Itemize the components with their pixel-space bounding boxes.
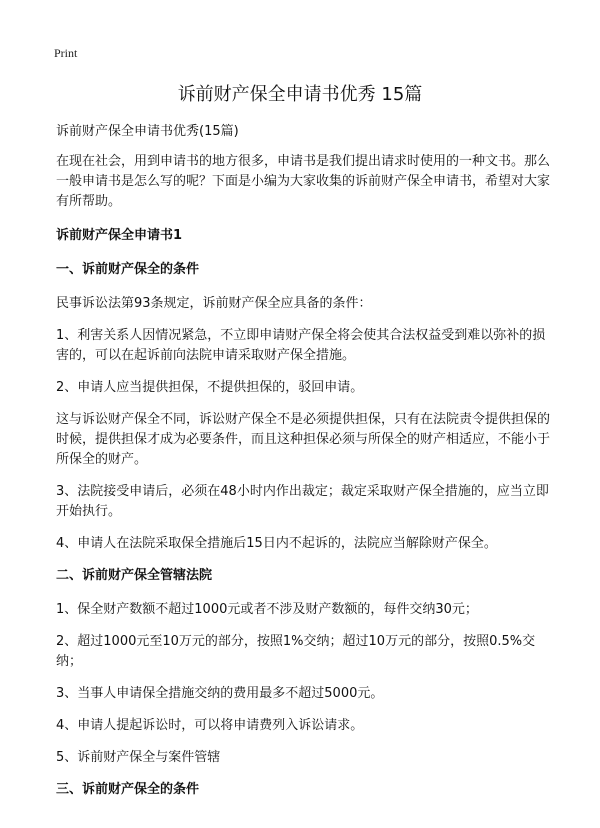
section-title: 诉前财产保全申请书1 xyxy=(56,228,183,243)
paragraph: 民事诉讼法第93条规定，诉前财产保全应具备的条件： xyxy=(56,296,372,311)
document-body xyxy=(56,122,556,814)
paragraph: 4、申请人在法院采取保全措施后15日内不起诉的，法院应当解除财产保全。 xyxy=(56,536,497,551)
page-title: 诉前财产保全申请书优秀 15篇 xyxy=(177,84,423,105)
part1-heading: 一、诉前财产保全的条件 xyxy=(56,262,200,277)
paragraph: 3、法院接受申请后，必须在48小时内作出裁定；裁定采取财产保全措施的，应当立即开始执行。 xyxy=(56,484,549,519)
paragraph: 这与诉讼财产保全不同，诉讼财产保全不是必须提供担保，只有在法院责令提供担保的时候，提供担保才成为必要条件，而且这种担保必须与所保全的财产相适应，不能小于所保全的财产。 xyxy=(56,412,551,467)
paragraph: 1、保全财产数额不超过1000元或者不涉及财产数额的，每件交纳30元； xyxy=(56,602,478,617)
print-link[interactable]: Print xyxy=(54,46,78,60)
paragraph: 2、超过1000元至10万元的部分，按照1%交纳；超过10万元的部分，按照0.5%交纳； xyxy=(56,634,536,669)
intro-paragraph: 在现在社会，用到申请书的地方很多，申请书是我们提出请求时使用的一种文书。那么一般申请书是怎么写的呢？下面是小编为大家收集的诉前财产保全申请书，希望对大家有所帮助。 xyxy=(56,154,551,209)
paragraph: 2、申请人应当提供担保，不提供担保的，驳回申请。 xyxy=(56,380,364,395)
paragraph: 4、申请人提起诉讼时，可以将申请费列入诉讼请求。 xyxy=(56,718,364,733)
paragraph: 5、诉前财产保全与案件管辖 xyxy=(56,750,221,765)
part2-heading: 二、诉前财产保全管辖法院 xyxy=(56,568,213,583)
paragraph: 1、利害关系人因情况紧急，不立即申请财产保全将会使其合法权益受到难以弥补的损害的，可以在起诉前向法院申请采取财产保全措施。 xyxy=(56,328,546,363)
part3-heading: 三、诉前财产保全的条件 xyxy=(56,782,200,797)
document-subtitle: 诉前财产保全申请书优秀(15篇) xyxy=(56,124,239,139)
paragraph: 3、当事人申请保全措施交纳的费用最多不超过5000元。 xyxy=(56,686,384,701)
